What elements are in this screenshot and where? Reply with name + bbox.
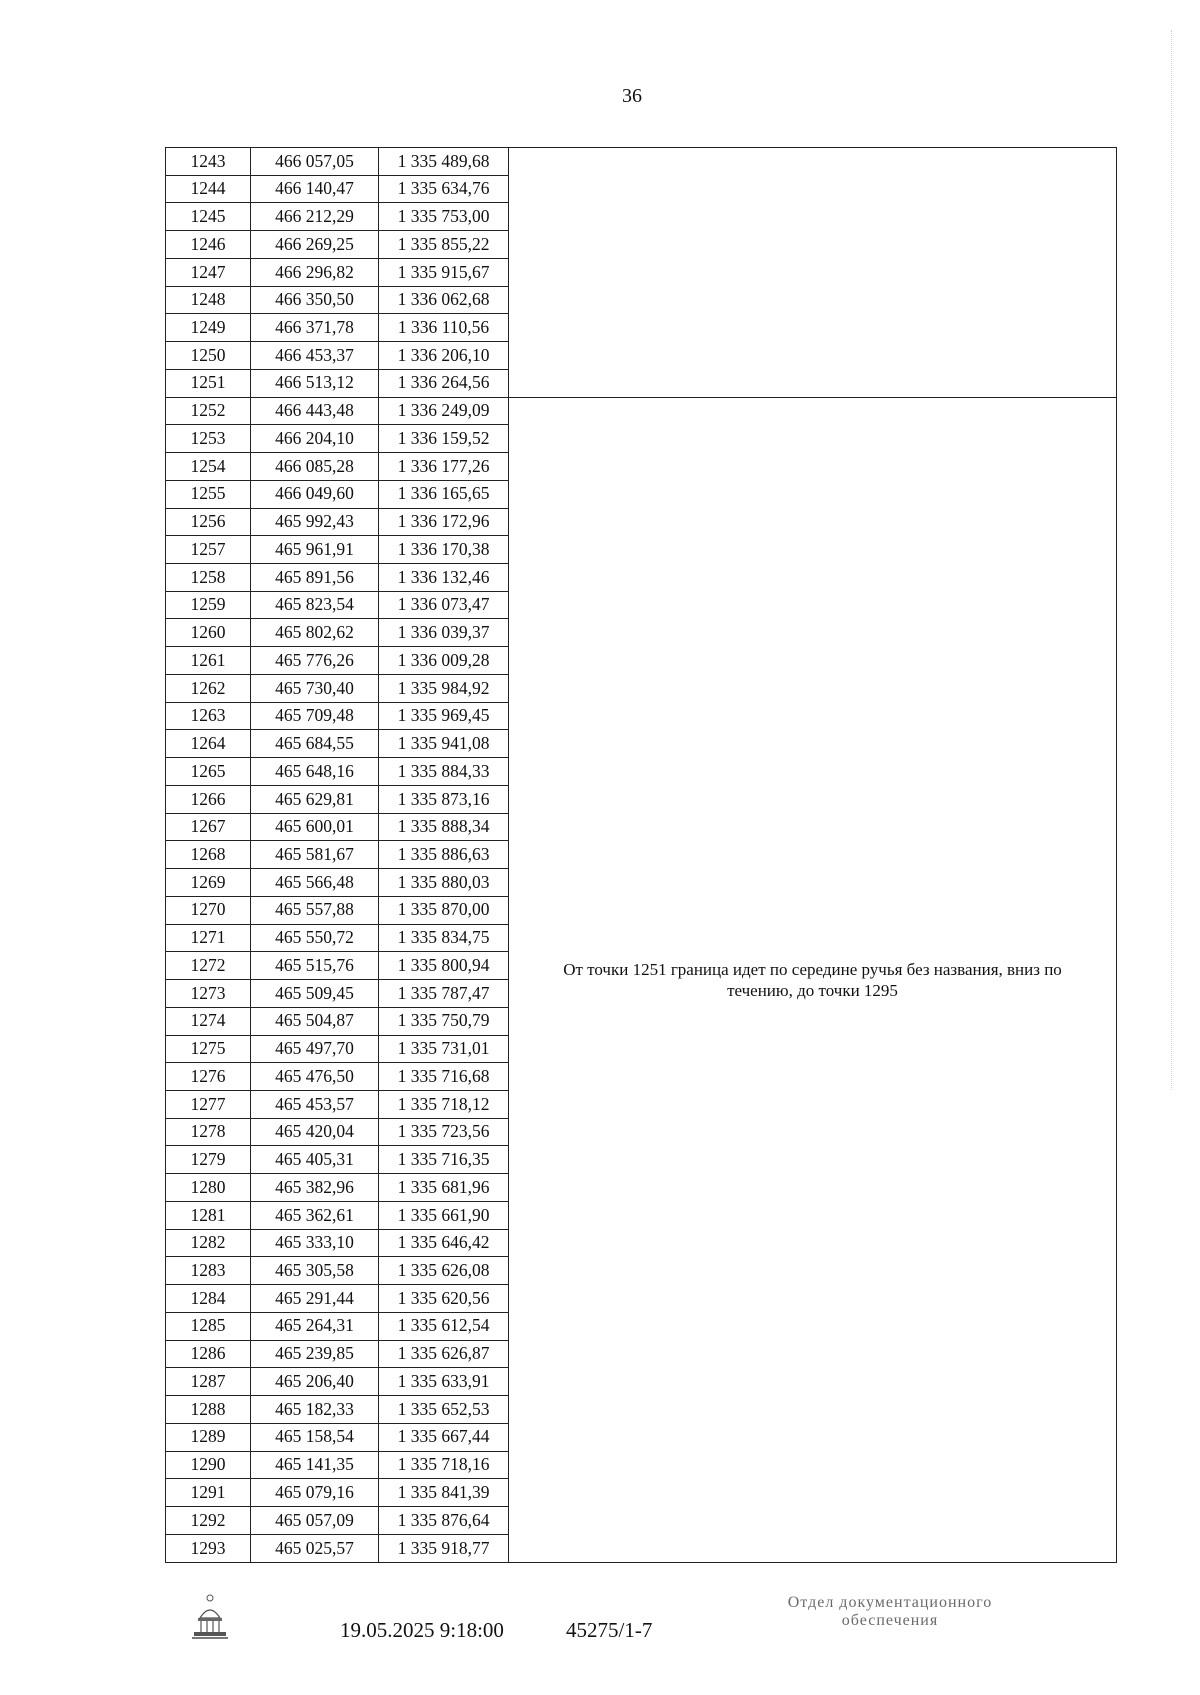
y-coordinate-cell: 1 335 800,94 xyxy=(379,952,509,980)
page-number: 36 xyxy=(622,85,642,107)
x-coordinate-cell: 465 730,40 xyxy=(251,674,379,702)
point-number-cell: 1270 xyxy=(166,896,251,924)
x-coordinate-cell: 465 684,55 xyxy=(251,730,379,758)
x-coordinate-cell: 465 025,57 xyxy=(251,1534,379,1562)
x-coordinate-cell: 465 420,04 xyxy=(251,1118,379,1146)
y-coordinate-cell: 1 335 652,53 xyxy=(379,1396,509,1424)
x-coordinate-cell: 465 509,45 xyxy=(251,980,379,1008)
y-coordinate-cell: 1 335 915,67 xyxy=(379,258,509,286)
point-number-cell: 1269 xyxy=(166,869,251,897)
y-coordinate-cell: 1 335 876,64 xyxy=(379,1506,509,1534)
y-coordinate-cell: 1 335 716,35 xyxy=(379,1146,509,1174)
boundary-description-cell: От точки 1251 граница идет по середине ручья без названия, вниз по течению, до точки 1295 xyxy=(509,397,1117,1562)
emblem-logo-icon xyxy=(190,1592,230,1644)
y-coordinate-cell: 1 335 870,00 xyxy=(379,896,509,924)
x-coordinate-cell: 465 291,44 xyxy=(251,1285,379,1313)
y-coordinate-cell: 1 335 620,56 xyxy=(379,1285,509,1313)
coordinates-table xyxy=(165,147,1117,1563)
table-row xyxy=(166,148,1117,176)
y-coordinate-cell: 1 335 612,54 xyxy=(379,1312,509,1340)
point-number-cell: 1262 xyxy=(166,674,251,702)
point-number-cell: 1272 xyxy=(166,952,251,980)
point-number-cell: 1276 xyxy=(166,1063,251,1091)
x-coordinate-cell: 465 182,33 xyxy=(251,1396,379,1424)
y-coordinate-cell: 1 335 723,56 xyxy=(379,1118,509,1146)
y-coordinate-cell: 1 335 873,16 xyxy=(379,785,509,813)
y-coordinate-cell: 1 336 264,56 xyxy=(379,369,509,397)
x-coordinate-cell: 465 079,16 xyxy=(251,1479,379,1507)
point-number-cell: 1248 xyxy=(166,286,251,314)
point-number-cell: 1278 xyxy=(166,1118,251,1146)
empty-description-cell xyxy=(509,148,1117,398)
x-coordinate-cell: 465 057,09 xyxy=(251,1506,379,1534)
y-coordinate-cell: 1 335 787,47 xyxy=(379,980,509,1008)
y-coordinate-cell: 1 335 884,33 xyxy=(379,758,509,786)
x-coordinate-cell: 465 453,57 xyxy=(251,1090,379,1118)
x-coordinate-cell: 465 802,62 xyxy=(251,619,379,647)
x-coordinate-cell: 465 382,96 xyxy=(251,1174,379,1202)
x-coordinate-cell: 465 264,31 xyxy=(251,1312,379,1340)
point-number-cell: 1249 xyxy=(166,314,251,342)
x-coordinate-cell: 465 961,91 xyxy=(251,536,379,564)
y-coordinate-cell: 1 336 249,09 xyxy=(379,397,509,425)
y-coordinate-cell: 1 335 626,08 xyxy=(379,1257,509,1285)
y-coordinate-cell: 1 335 634,76 xyxy=(379,175,509,203)
y-coordinate-cell: 1 335 941,08 xyxy=(379,730,509,758)
x-coordinate-cell: 466 057,05 xyxy=(251,148,379,176)
y-coordinate-cell: 1 335 626,87 xyxy=(379,1340,509,1368)
point-number-cell: 1251 xyxy=(166,369,251,397)
point-number-cell: 1275 xyxy=(166,1035,251,1063)
x-coordinate-cell: 465 405,31 xyxy=(251,1146,379,1174)
y-coordinate-cell: 1 335 718,16 xyxy=(379,1451,509,1479)
x-coordinate-cell: 465 550,72 xyxy=(251,924,379,952)
x-coordinate-cell: 466 140,47 xyxy=(251,175,379,203)
point-number-cell: 1267 xyxy=(166,813,251,841)
x-coordinate-cell: 465 600,01 xyxy=(251,813,379,841)
y-coordinate-cell: 1 336 177,26 xyxy=(379,453,509,481)
x-coordinate-cell: 465 305,58 xyxy=(251,1257,379,1285)
x-coordinate-cell: 465 992,43 xyxy=(251,508,379,536)
point-number-cell: 1285 xyxy=(166,1312,251,1340)
point-number-cell: 1254 xyxy=(166,453,251,481)
x-coordinate-cell: 465 709,48 xyxy=(251,702,379,730)
department-line-1: Отдел документационного xyxy=(787,1594,993,1611)
x-coordinate-cell: 465 206,40 xyxy=(251,1368,379,1396)
point-number-cell: 1277 xyxy=(166,1090,251,1118)
y-coordinate-cell: 1 335 731,01 xyxy=(379,1035,509,1063)
y-coordinate-cell: 1 335 718,12 xyxy=(379,1090,509,1118)
x-coordinate-cell: 465 362,61 xyxy=(251,1201,379,1229)
y-coordinate-cell: 1 335 841,39 xyxy=(379,1479,509,1507)
y-coordinate-cell: 1 336 009,28 xyxy=(379,647,509,675)
point-number-cell: 1260 xyxy=(166,619,251,647)
y-coordinate-cell: 1 335 918,77 xyxy=(379,1534,509,1562)
department-stamp xyxy=(740,1594,1040,1631)
x-coordinate-cell: 466 350,50 xyxy=(251,286,379,314)
point-number-cell: 1283 xyxy=(166,1257,251,1285)
x-coordinate-cell: 465 476,50 xyxy=(251,1063,379,1091)
table-row xyxy=(166,397,1117,425)
point-number-cell: 1268 xyxy=(166,841,251,869)
department-line-2: обеспечения xyxy=(841,1612,939,1630)
point-number-cell: 1252 xyxy=(166,397,251,425)
scan-edge-mark xyxy=(1171,30,1194,1090)
y-coordinate-cell: 1 335 753,00 xyxy=(379,203,509,231)
point-number-cell: 1259 xyxy=(166,591,251,619)
point-number-cell: 1292 xyxy=(166,1506,251,1534)
point-number-cell: 1291 xyxy=(166,1479,251,1507)
x-coordinate-cell: 466 049,60 xyxy=(251,480,379,508)
y-coordinate-cell: 1 335 716,68 xyxy=(379,1063,509,1091)
point-number-cell: 1288 xyxy=(166,1396,251,1424)
x-coordinate-cell: 466 296,82 xyxy=(251,258,379,286)
y-coordinate-cell: 1 335 667,44 xyxy=(379,1423,509,1451)
point-number-cell: 1293 xyxy=(166,1534,251,1562)
y-coordinate-cell: 1 336 165,65 xyxy=(379,480,509,508)
point-number-cell: 1265 xyxy=(166,758,251,786)
y-coordinate-cell: 1 335 633,91 xyxy=(379,1368,509,1396)
x-coordinate-cell: 465 891,56 xyxy=(251,564,379,592)
x-coordinate-cell: 465 497,70 xyxy=(251,1035,379,1063)
point-number-cell: 1244 xyxy=(166,175,251,203)
y-coordinate-cell: 1 336 159,52 xyxy=(379,425,509,453)
point-number-cell: 1257 xyxy=(166,536,251,564)
x-coordinate-cell: 466 269,25 xyxy=(251,231,379,259)
x-coordinate-cell: 465 823,54 xyxy=(251,591,379,619)
y-coordinate-cell: 1 335 888,34 xyxy=(379,813,509,841)
point-number-cell: 1250 xyxy=(166,342,251,370)
page-footer xyxy=(0,1580,1200,1660)
point-number-cell: 1281 xyxy=(166,1201,251,1229)
point-number-cell: 1261 xyxy=(166,647,251,675)
y-coordinate-cell: 1 335 984,92 xyxy=(379,674,509,702)
y-coordinate-cell: 1 335 969,45 xyxy=(379,702,509,730)
point-number-cell: 1256 xyxy=(166,508,251,536)
x-coordinate-cell: 465 333,10 xyxy=(251,1229,379,1257)
coordinates-table-body xyxy=(166,148,1117,1563)
point-number-cell: 1279 xyxy=(166,1146,251,1174)
y-coordinate-cell: 1 336 132,46 xyxy=(379,564,509,592)
x-coordinate-cell: 466 371,78 xyxy=(251,314,379,342)
point-number-cell: 1289 xyxy=(166,1423,251,1451)
point-number-cell: 1280 xyxy=(166,1174,251,1202)
stamp-document-number: 45275/1-7 xyxy=(566,1618,653,1642)
point-number-cell: 1271 xyxy=(166,924,251,952)
y-coordinate-cell: 1 336 062,68 xyxy=(379,286,509,314)
x-coordinate-cell: 466 453,37 xyxy=(251,342,379,370)
x-coordinate-cell: 466 204,10 xyxy=(251,425,379,453)
y-coordinate-cell: 1 335 880,03 xyxy=(379,869,509,897)
x-coordinate-cell: 465 629,81 xyxy=(251,785,379,813)
point-number-cell: 1246 xyxy=(166,231,251,259)
x-coordinate-cell: 466 443,48 xyxy=(251,397,379,425)
x-coordinate-cell: 466 513,12 xyxy=(251,369,379,397)
point-number-cell: 1266 xyxy=(166,785,251,813)
point-number-cell: 1255 xyxy=(166,480,251,508)
point-number-cell: 1286 xyxy=(166,1340,251,1368)
y-coordinate-cell: 1 335 834,75 xyxy=(379,924,509,952)
point-number-cell: 1284 xyxy=(166,1285,251,1313)
y-coordinate-cell: 1 336 172,96 xyxy=(379,508,509,536)
y-coordinate-cell: 1 336 039,37 xyxy=(379,619,509,647)
point-number-cell: 1245 xyxy=(166,203,251,231)
y-coordinate-cell: 1 336 110,56 xyxy=(379,314,509,342)
point-number-cell: 1273 xyxy=(166,980,251,1008)
x-coordinate-cell: 465 648,16 xyxy=(251,758,379,786)
point-number-cell: 1282 xyxy=(166,1229,251,1257)
stamp-datetime: 19.05.2025 9:18:00 xyxy=(340,1618,504,1642)
y-coordinate-cell: 1 335 646,42 xyxy=(379,1229,509,1257)
point-number-cell: 1253 xyxy=(166,425,251,453)
y-coordinate-cell: 1 335 886,63 xyxy=(379,841,509,869)
point-number-cell: 1243 xyxy=(166,148,251,176)
x-coordinate-cell: 465 504,87 xyxy=(251,1007,379,1035)
x-coordinate-cell: 465 239,85 xyxy=(251,1340,379,1368)
y-coordinate-cell: 1 336 073,47 xyxy=(379,591,509,619)
point-number-cell: 1258 xyxy=(166,564,251,592)
x-coordinate-cell: 465 776,26 xyxy=(251,647,379,675)
y-coordinate-cell: 1 335 750,79 xyxy=(379,1007,509,1035)
x-coordinate-cell: 465 566,48 xyxy=(251,869,379,897)
point-number-cell: 1264 xyxy=(166,730,251,758)
y-coordinate-cell: 1 335 681,96 xyxy=(379,1174,509,1202)
x-coordinate-cell: 465 581,67 xyxy=(251,841,379,869)
y-coordinate-cell: 1 335 661,90 xyxy=(379,1201,509,1229)
x-coordinate-cell: 465 158,54 xyxy=(251,1423,379,1451)
point-number-cell: 1263 xyxy=(166,702,251,730)
x-coordinate-cell: 466 212,29 xyxy=(251,203,379,231)
x-coordinate-cell: 465 141,35 xyxy=(251,1451,379,1479)
x-coordinate-cell: 466 085,28 xyxy=(251,453,379,481)
x-coordinate-cell: 465 557,88 xyxy=(251,896,379,924)
y-coordinate-cell: 1 335 489,68 xyxy=(379,148,509,176)
x-coordinate-cell: 465 515,76 xyxy=(251,952,379,980)
point-number-cell: 1274 xyxy=(166,1007,251,1035)
point-number-cell: 1290 xyxy=(166,1451,251,1479)
point-number-cell: 1287 xyxy=(166,1368,251,1396)
point-number-cell: 1247 xyxy=(166,258,251,286)
y-coordinate-cell: 1 336 206,10 xyxy=(379,342,509,370)
y-coordinate-cell: 1 336 170,38 xyxy=(379,536,509,564)
y-coordinate-cell: 1 335 855,22 xyxy=(379,231,509,259)
